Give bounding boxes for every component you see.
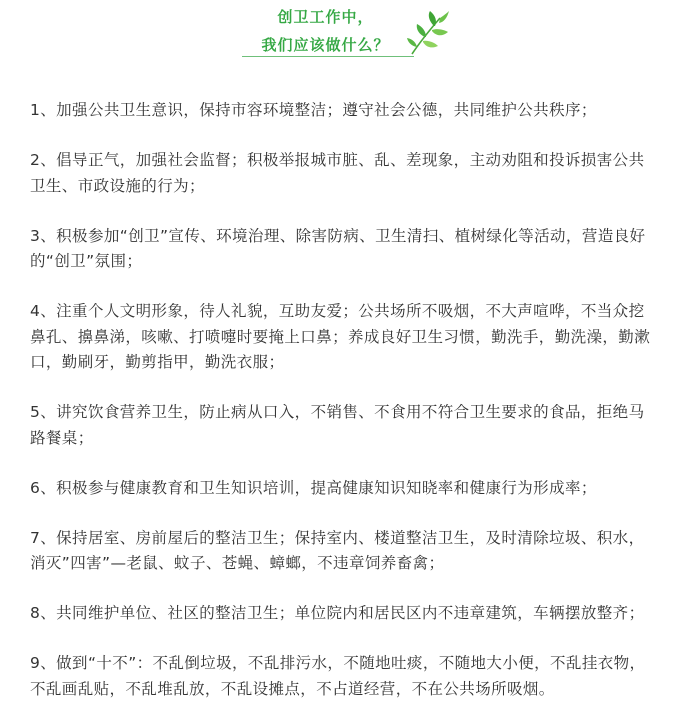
guideline-list bbox=[30, 98, 655, 727]
title-banner bbox=[238, 2, 438, 62]
list-item: 6、积极参与健康教育和卫生知识培训，提高健康知识知晓率和健康行为形成率； bbox=[30, 478, 597, 497]
list-item: 2、倡导正气，加强社会监督；积极举报城市脏、乱、差现象，主动劝阻和投诉损害公共卫生、市政设施的行为； bbox=[30, 151, 645, 195]
list-item: 3、积极参加“创卫”宣传、环境治理、除害防病、卫生清扫、植树绿化等活动，营造良好的“创卫”氛围； bbox=[30, 226, 646, 270]
list-item: 4、注重个人文明形象，待人礼貌，互助友爱；公共场所不吸烟，不大声喧哗，不当众挖鼻孔、擤鼻涕，咳嗽、打喷嚏时要掩上口鼻；养成良好卫生习惯，勤洗手，勤洗澡，勤漱口，勤刷牙，勤剪指甲，勤洗衣服； bbox=[30, 302, 651, 371]
leaf-sprig-icon bbox=[406, 10, 450, 58]
list-item: 1、加强公共卫生意识，保持市容环境整洁；遵守社会公德，共同维护公共秩序； bbox=[30, 101, 597, 119]
list-item: 8、共同维护单位、社区的整洁卫生；单位院内和居民区内不违章建筑，车辆摆放整齐； bbox=[30, 604, 645, 622]
title-line-1: 创卫工作中， bbox=[277, 8, 374, 26]
list-item: 5、讲究饮食营养卫生，防止病从口入，不销售、不食用不符合卫生要求的食品，拒绝马路餐桌； bbox=[30, 403, 645, 447]
list-item: 7、保持居室、房前屋后的整洁卫生；保持室内、楼道整洁卫生，及时清除垃圾、积水，消灭”四害”—老鼠、蚊子、苍蝇、蟑螂，不违章饲养畜禽； bbox=[30, 528, 645, 572]
list-item: 9、做到“十不”：不乱倒垃圾，不乱排污水，不随地吐痰，不随地大小便，不乱挂衣物，不乱画乱贴，不乱堆乱放，不乱设摊点，不占道经营，不在公共场所吸烟。 bbox=[30, 654, 646, 698]
title-line-2: 我们应该做什么？ bbox=[261, 36, 390, 54]
title-underline bbox=[242, 56, 414, 57]
